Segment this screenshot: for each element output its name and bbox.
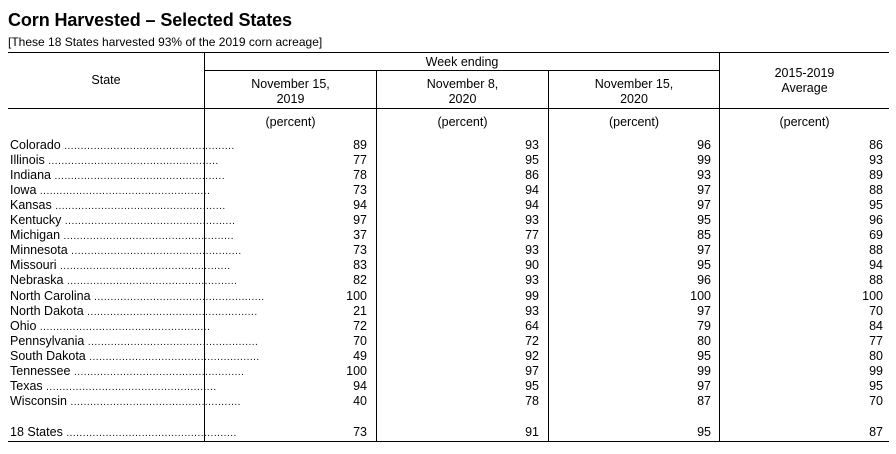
value-average: 99	[869, 364, 883, 378]
value-2019-nov15: 94	[353, 198, 367, 212]
total-row	[0, 425, 896, 440]
table-row	[0, 153, 896, 168]
value-2019-nov15: 77	[353, 153, 367, 167]
table-row	[0, 228, 896, 243]
value-2019-nov15: 73	[353, 425, 367, 439]
table-subtitle: [These 18 States harvested 93% of the 2019 corn acreage]	[8, 35, 323, 49]
unit-col2: (percent)	[437, 115, 488, 129]
state-name: Wisconsin ....................................................	[10, 394, 241, 408]
table-row	[0, 319, 896, 334]
unit-col3: (percent)	[608, 115, 660, 129]
value-average: 94	[869, 258, 883, 272]
value-2020-nov15: 97	[697, 198, 711, 212]
value-average: 84	[869, 319, 883, 333]
state-name: South Dakota ....................................................	[10, 349, 260, 363]
header-state: State	[91, 73, 121, 87]
value-2020-nov8: 94	[525, 183, 539, 197]
state-name: Missouri ....................................................	[10, 258, 231, 272]
table-row	[0, 168, 896, 183]
value-2020-nov8: 91	[525, 425, 539, 439]
state-name: Kentucky ....................................................	[10, 213, 236, 227]
value-2019-nov15: 70	[353, 334, 367, 348]
value-2020-nov8: 93	[525, 213, 539, 227]
state-name: Indiana ....................................................	[10, 168, 225, 182]
value-2019-nov15: 97	[353, 213, 367, 227]
header-col3: November 15, 2020	[594, 77, 674, 106]
value-2019-nov15: 78	[353, 168, 367, 182]
table-row	[0, 183, 896, 198]
value-2020-nov15: 97	[697, 304, 711, 318]
header-week-ending: Week ending	[425, 55, 499, 69]
value-average: 88	[869, 183, 883, 197]
value-2019-nov15: 73	[353, 243, 367, 257]
value-2020-nov8: 93	[525, 138, 539, 152]
table-row	[0, 273, 896, 288]
value-2020-nov8: 72	[525, 334, 539, 348]
table-row	[0, 379, 896, 394]
value-2019-nov15: 49	[353, 349, 367, 363]
header-col4: 2015-2019 Average	[774, 66, 835, 95]
value-2020-nov8: 93	[525, 304, 539, 318]
value-average: 77	[869, 334, 883, 348]
table-title: Corn Harvested – Selected States	[8, 10, 292, 30]
value-2020-nov15: 95	[697, 213, 711, 227]
state-name: Tennessee ....................................................	[10, 364, 245, 378]
header-bottom-rule	[8, 108, 889, 109]
value-2019-nov15: 82	[353, 273, 367, 287]
value-average: 87	[869, 425, 883, 439]
top-rule	[8, 52, 889, 53]
state-name: Texas ....................................................	[10, 379, 217, 393]
state-name: 18 States ....................................................	[10, 425, 237, 439]
value-average: 95	[869, 379, 883, 393]
value-2020-nov15: 79	[697, 319, 711, 333]
value-2020-nov8: 78	[525, 394, 539, 408]
value-2020-nov15: 97	[697, 243, 711, 257]
state-name: North Dakota ....................................................	[10, 304, 258, 318]
state-name: Ohio ....................................................	[10, 319, 211, 333]
value-average: 80	[869, 349, 883, 363]
value-2020-nov15: 95	[697, 258, 711, 272]
value-2020-nov8: 93	[525, 243, 539, 257]
value-average: 88	[869, 243, 883, 257]
value-2020-nov15: 97	[697, 183, 711, 197]
value-2020-nov8: 95	[525, 379, 539, 393]
value-2020-nov8: 94	[525, 198, 539, 212]
value-2019-nov15: 100	[346, 364, 367, 378]
value-2020-nov15: 96	[697, 138, 711, 152]
table-row	[0, 213, 896, 228]
value-2019-nov15: 37	[353, 228, 367, 242]
state-name: Illinois ....................................................	[10, 153, 219, 167]
value-2019-nov15: 21	[353, 304, 367, 318]
value-2020-nov8: 95	[525, 153, 539, 167]
value-2019-nov15: 83	[353, 258, 367, 272]
value-2020-nov15: 93	[697, 168, 711, 182]
value-2019-nov15: 73	[353, 183, 367, 197]
value-average: 69	[869, 228, 883, 242]
table-row	[0, 394, 896, 409]
state-name: Pennsylvania ....................................................	[10, 334, 259, 348]
value-2020-nov15: 97	[697, 379, 711, 393]
state-name: Minnesota ....................................................	[10, 243, 242, 257]
unit-col1: (percent)	[265, 115, 316, 129]
value-2020-nov8: 93	[525, 273, 539, 287]
value-2019-nov15: 89	[353, 138, 367, 152]
table-row	[0, 258, 896, 273]
table-row	[0, 349, 896, 364]
value-2020-nov15: 95	[697, 349, 711, 363]
value-2020-nov15: 80	[697, 334, 711, 348]
header-col2: November 8, 2020	[426, 77, 499, 106]
value-2020-nov15: 99	[697, 364, 711, 378]
value-2020-nov15: 100	[690, 289, 711, 303]
value-2019-nov15: 40	[353, 394, 367, 408]
table-row	[0, 289, 896, 304]
value-average: 93	[869, 153, 883, 167]
value-2020-nov8: 77	[525, 228, 539, 242]
value-2020-nov8: 90	[525, 258, 539, 272]
table-row	[0, 243, 896, 258]
value-average: 86	[869, 138, 883, 152]
table-row	[0, 138, 896, 153]
value-2020-nov15: 95	[697, 425, 711, 439]
state-name: North Carolina ....................................................	[10, 289, 265, 303]
value-average: 89	[869, 168, 883, 182]
value-average: 96	[869, 213, 883, 227]
value-2020-nov15: 99	[697, 153, 711, 167]
state-name: Nebraska ....................................................	[10, 273, 238, 287]
value-average: 70	[869, 304, 883, 318]
value-2020-nov15: 87	[697, 394, 711, 408]
value-2020-nov15: 85	[697, 228, 711, 242]
week-ending-rule	[205, 70, 719, 71]
table-row	[0, 304, 896, 319]
state-name: Kansas ....................................................	[10, 198, 226, 212]
unit-col4: (percent)	[779, 115, 830, 129]
state-name: Iowa ....................................................	[10, 183, 211, 197]
value-2019-nov15: 72	[353, 319, 367, 333]
value-average: 100	[862, 289, 883, 303]
header-col1: November 15, 2019	[251, 77, 330, 106]
state-name: Michigan ....................................................	[10, 228, 234, 242]
value-average: 70	[869, 394, 883, 408]
table-row	[0, 334, 896, 349]
value-2020-nov8: 86	[525, 168, 539, 182]
value-2020-nov8: 64	[525, 319, 539, 333]
table-row	[0, 364, 896, 379]
value-2019-nov15: 100	[346, 289, 367, 303]
value-2020-nov8: 99	[525, 289, 539, 303]
value-2020-nov8: 92	[525, 349, 539, 363]
table-row	[0, 198, 896, 213]
value-2019-nov15: 94	[353, 379, 367, 393]
value-average: 95	[869, 198, 883, 212]
state-name: Colorado ....................................................	[10, 138, 235, 152]
value-average: 88	[869, 273, 883, 287]
value-2020-nov15: 96	[697, 273, 711, 287]
bottom-rule	[8, 441, 889, 442]
value-2020-nov8: 97	[525, 364, 539, 378]
